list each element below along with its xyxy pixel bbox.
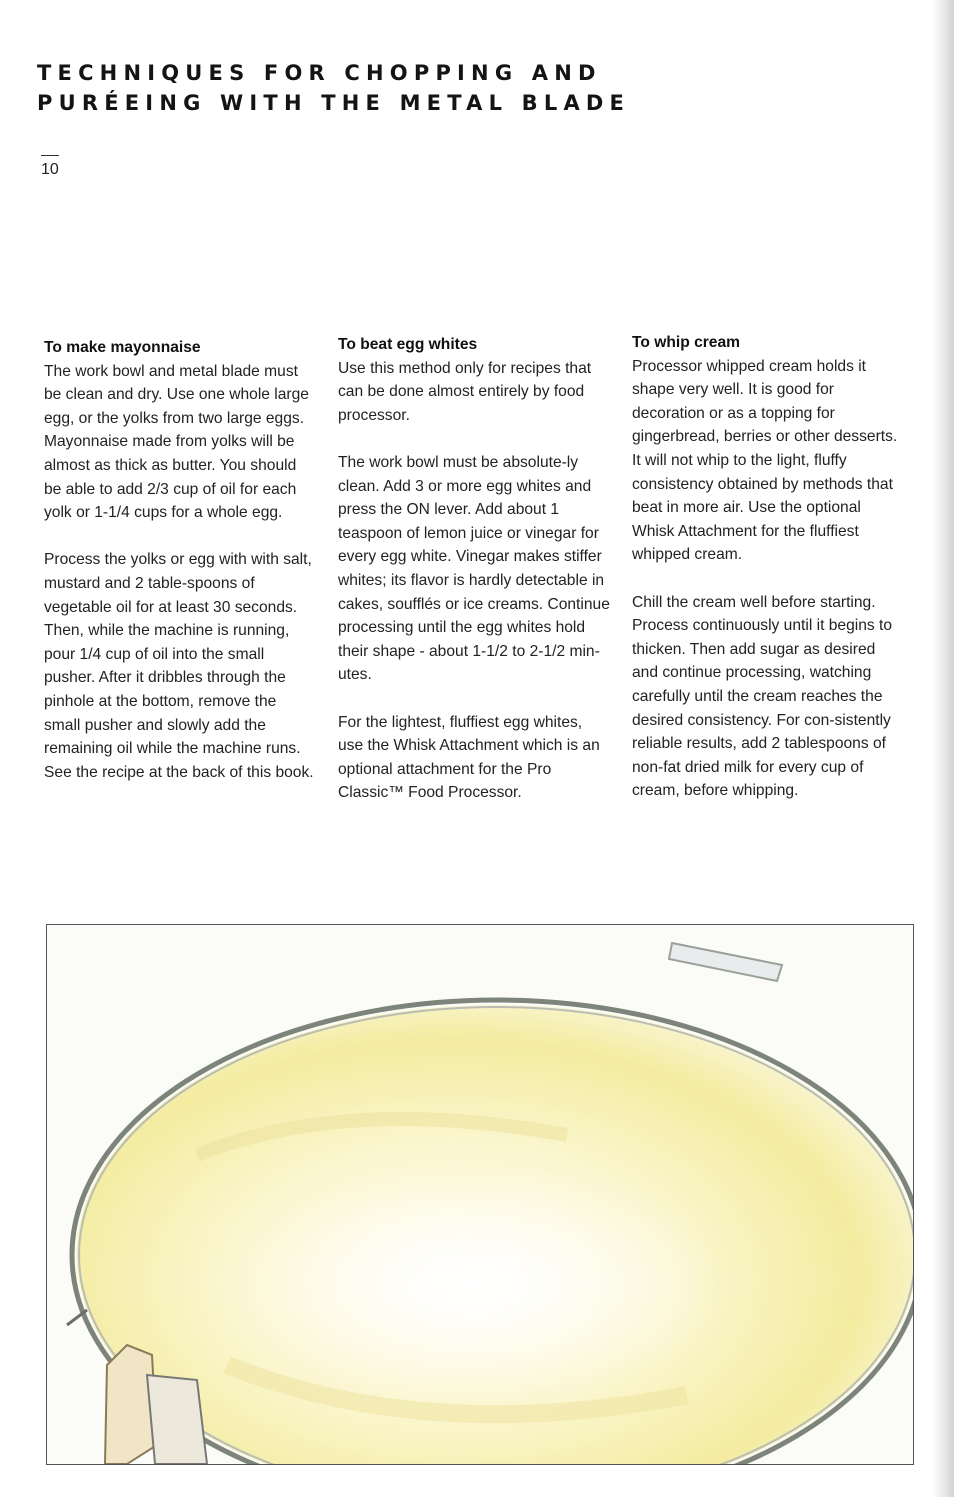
paragraph: The work bowl must be absolute-ly clean. Add 3 or more egg whites and press the ON lever. Add about 1 teaspoon of lemon juice or vinegar for every egg white. Vinegar makes stiffer whites; its flavor is hardly detectable in cakes, soufflés or ice creams. Continue processing until the egg whites hold their shape - about 1-1/2 to 2-1/2 min-utes. xyxy=(338,453,610,684)
column-whip-cream xyxy=(632,331,904,826)
section-heading-whip-cream: To whip cream xyxy=(632,334,741,351)
processor-handle xyxy=(147,1375,207,1464)
page-edge-shadow xyxy=(932,0,954,1497)
page-title xyxy=(37,58,630,118)
paragraph: Use this method only for recipes that can be done almost entirely by food processor. xyxy=(338,359,592,424)
whipped-cream-photo xyxy=(46,924,914,1465)
paragraph: For the lightest, fluffiest egg whites, use the Whisk Attachment which is an optional attachment for the Pro Classic™ Food Processor. xyxy=(338,713,600,802)
page-number: 10 xyxy=(41,161,59,178)
section-heading-egg-whites: To beat egg whites xyxy=(338,336,478,353)
page-title-line-1: TECHNIQUES FOR CHOPPING AND xyxy=(37,61,602,85)
cream-highlight xyxy=(227,1165,727,1405)
section-heading-mayonnaise: To make mayonnaise xyxy=(44,339,201,356)
paragraph: Process the yolks or egg with with salt, mustard and 2 table-spoons of vegetable oil for at least 30 seconds. Then, while the machine is running, pour 1/4 cup of oil into the small pusher. After it dribbles through the pinhole at the bottom, remove the small pusher and slowly add the remaining oil while the machine runs. See the recipe at the back of this book. xyxy=(44,551,314,781)
page-title-line-2: PURÉEING WITH THE METAL BLADE xyxy=(37,91,631,115)
whipped-cream-bowl-icon xyxy=(47,925,913,1464)
page-number-rule xyxy=(41,155,59,156)
paragraph: The work bowl and metal blade must be clean and dry. Use one whole large egg, or the yolks from two large eggs. Mayonnaise made from yolks will be almost as thick as butter. You should be able to add 2/3 cup of oil for each yolk or 1-1/4 cups for a whole egg. xyxy=(44,362,309,522)
paragraph: Processor whipped cream holds it shape very well. It is good for decoration or as a topping for gingerbread, berries or other desserts. It will not whip to the light, fluffy consistency obtained by methods that beat in more air. Use the optional Whisk Attachment for the fluffiest whipped cream. xyxy=(632,357,898,564)
paragraph: Chill the cream well before starting. Process continuously until it begins to thicken. Then add sugar as desired and continue processing, watching carefully until the cream reaches the desired consistency. For con-sistently reliable results, add 2 tablespoons of non-fat dried milk for every cup of cream, before whipping. xyxy=(632,593,893,800)
column-egg-whites xyxy=(338,333,610,828)
column-mayonnaise xyxy=(44,336,316,808)
